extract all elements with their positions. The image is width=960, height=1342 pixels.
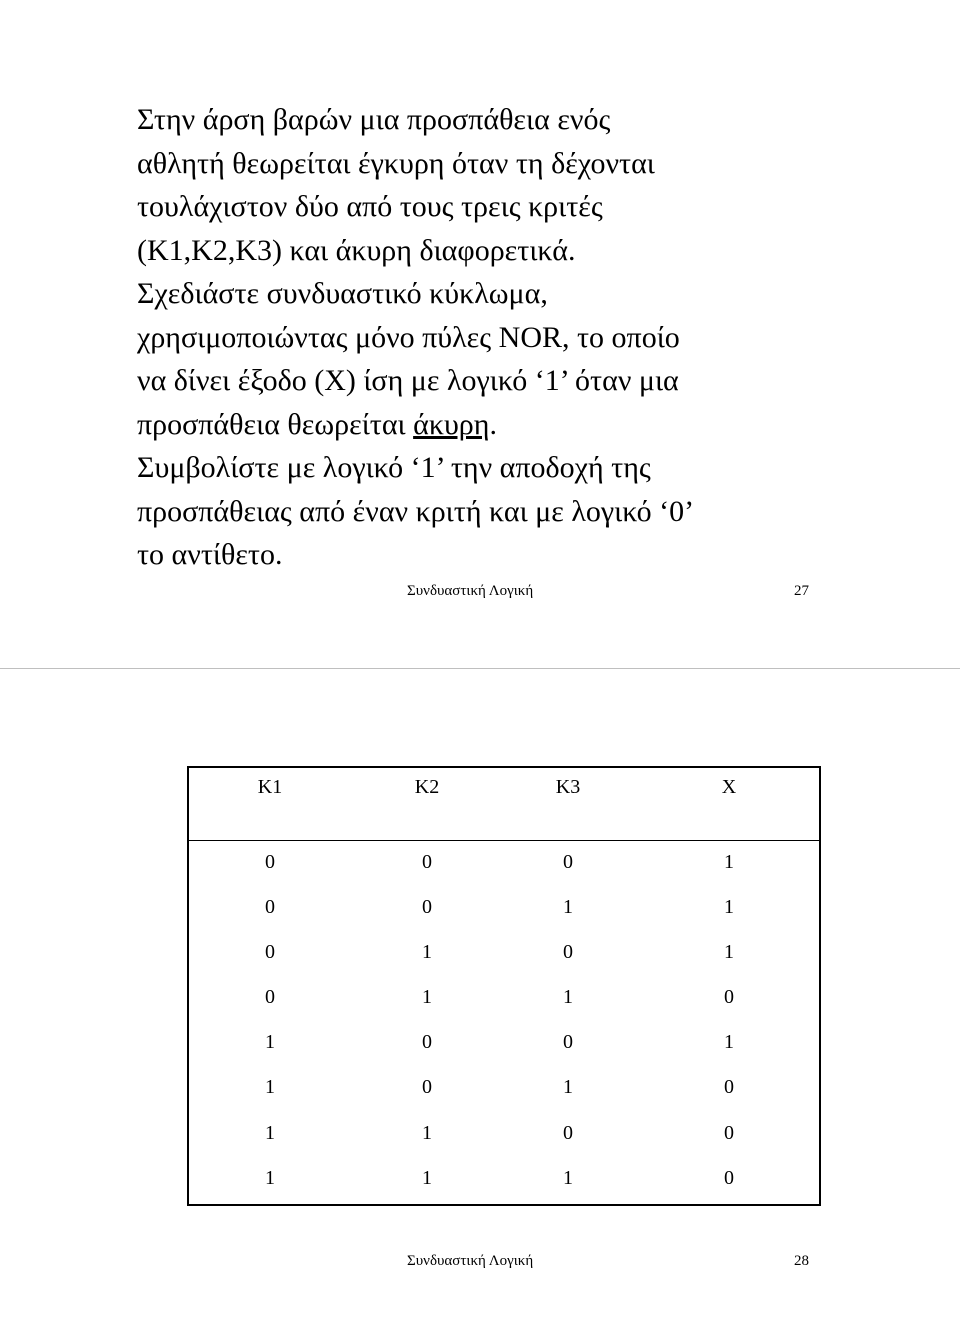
text-line: Σχεδιάστε συνδυαστικό κύκλωμα,: [137, 277, 548, 310]
table-cell: 1: [422, 1122, 432, 1144]
text-line: (Κ1,Κ2,Κ3) και άκυρη διαφορετικά.: [137, 233, 576, 267]
text-line: αθλητή θεωρείται έγκυρη όταν τη δέχονται: [137, 146, 655, 180]
table-row: [189, 892, 819, 922]
table-cell: 1: [724, 941, 734, 963]
table-row: [189, 1118, 819, 1148]
table-cell: 1: [265, 1076, 275, 1098]
table-cell: 0: [422, 1076, 432, 1098]
table-row: [189, 847, 819, 877]
table-row: [189, 1163, 819, 1193]
table-cell: 1: [563, 1076, 573, 1098]
table-row: [189, 937, 819, 967]
table-row: [189, 982, 819, 1012]
footer-title: Συνδυαστική Λογική: [407, 1253, 534, 1269]
text-line: [137, 403, 837, 447]
table-row: [189, 1027, 819, 1057]
table-cell: 0: [724, 1076, 734, 1098]
text-line: τουλάχιστον δύο από τους τρεις κριτές: [137, 190, 603, 223]
text-line: χρησιμοποιώντας μόνο πύλες NOR, το οποίο: [137, 320, 680, 354]
header-separator: [189, 840, 819, 841]
table-header-row: [189, 772, 819, 802]
text-line: προσπάθειας από έναν κριτή και με λογικό ‘0’: [137, 494, 695, 528]
table-cell: 0: [265, 851, 275, 873]
table-cell: 1: [265, 1167, 275, 1189]
truth-table: [187, 766, 821, 1206]
table-cell: 1: [724, 896, 734, 918]
table-cell: 0: [563, 941, 573, 963]
text-line: το αντίθετο.: [137, 538, 283, 571]
column-header: Κ2: [414, 776, 440, 798]
table-cell: 0: [265, 896, 275, 918]
table-cell: 0: [265, 986, 275, 1008]
table-cell: 0: [724, 1122, 734, 1144]
table-cell: 0: [563, 1031, 573, 1053]
text-line: Συμβολίστε με λογικό ‘1’ την αποδοχή της: [137, 451, 651, 484]
column-header: Χ: [721, 776, 737, 798]
table-cell: 0: [724, 1167, 734, 1189]
table-cell: 1: [563, 1167, 573, 1189]
table-cell: 1: [724, 1031, 734, 1053]
table-cell: 0: [422, 851, 432, 873]
table-cell: 1: [422, 941, 432, 963]
table-cell: 0: [422, 896, 432, 918]
footer-title: Συνδυαστική Λογική: [407, 583, 534, 599]
table-cell: 1: [265, 1122, 275, 1144]
table-cell: 0: [265, 941, 275, 963]
underlined-word: άκυρη: [413, 407, 490, 441]
table-cell: 1: [422, 986, 432, 1008]
column-header: Κ3: [555, 776, 581, 798]
text-segment: .: [489, 407, 497, 441]
page-number: 27: [794, 583, 809, 599]
column-header: Κ1: [257, 776, 283, 798]
table-cell: 0: [422, 1031, 432, 1053]
table-cell: 1: [563, 896, 573, 918]
table-cell: 0: [563, 1122, 573, 1144]
slide-divider: [0, 668, 960, 669]
text-line: να δίνει έξοδο (Χ) ίση με λογικό ‘1’ όταν μια: [137, 364, 679, 397]
table-cell: 0: [724, 986, 734, 1008]
text-line: Στην άρση βαρών μια προσπάθεια ενός: [137, 103, 611, 136]
table-cell: 1: [724, 851, 734, 873]
problem-statement: [137, 98, 837, 577]
table-cell: 1: [422, 1167, 432, 1189]
page-number: 28: [794, 1253, 809, 1269]
table-cell: 1: [265, 1031, 275, 1053]
slide-27: [0, 0, 960, 668]
table-cell: 1: [563, 986, 573, 1008]
table-cell: 0: [563, 851, 573, 873]
text-segment: προσπάθεια θεωρείται: [137, 407, 414, 441]
table-row: [189, 1072, 819, 1102]
